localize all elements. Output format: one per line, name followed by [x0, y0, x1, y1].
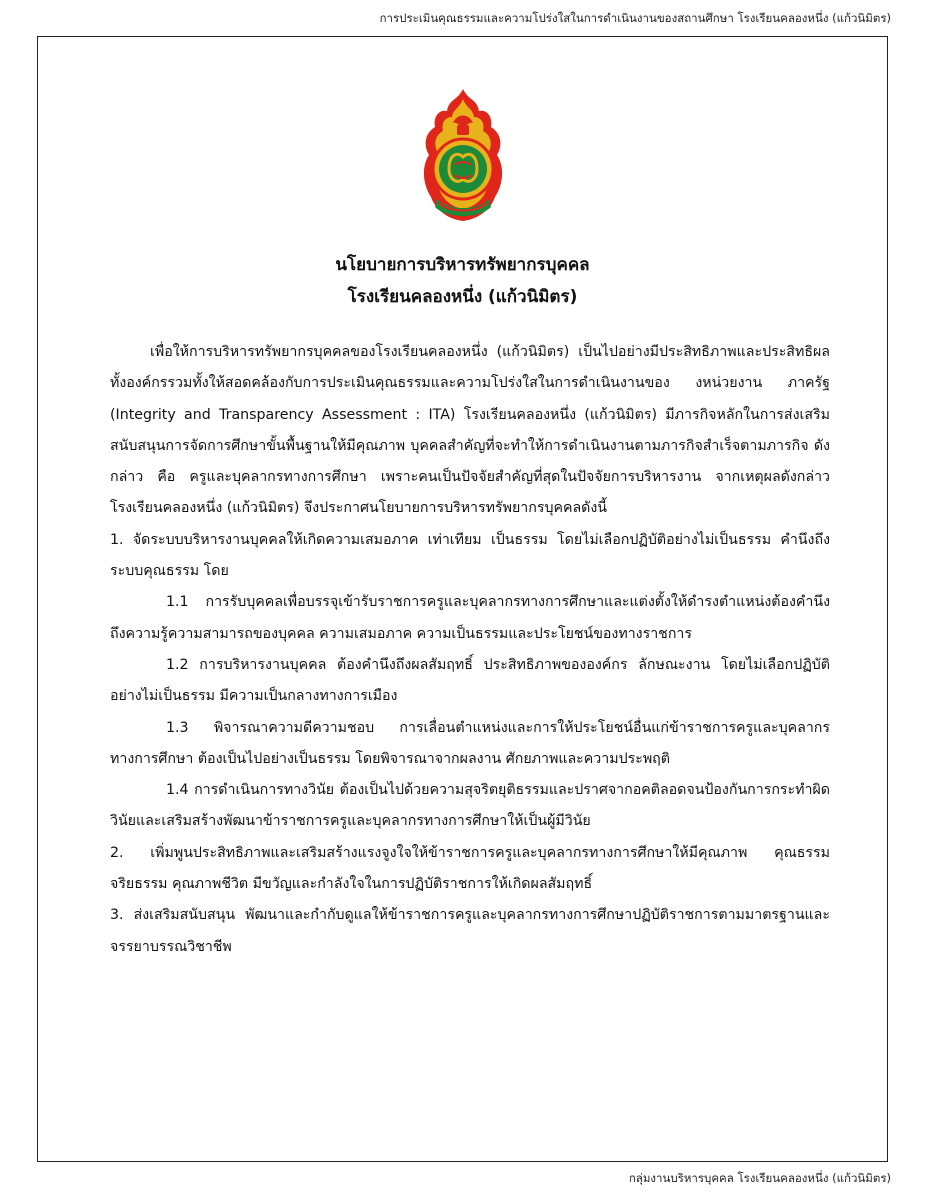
- policy-item-1-2: 1.2 การบริหารงานบุคคล ต้องคำนึงถึงผลสัมฤทธิ์ ประสิทธิภาพขององค์กร ลักษณะงาน โดยไม่เลือกปฏิบัติอย่างไม่เป็นธรรม มีความเป็นกลางทางการเมือง: [110, 656, 830, 705]
- title-line-2: โรงเรียนคลองหนึ่ง (แก้วนิมิตร): [347, 287, 578, 307]
- policy-item-2: 2. เพิ่มพูนประสิทธิภาพและเสริมสร้างแรงจูงใจให้ข้าราชการครูและบุคลากรทางการศึกษาให้มีคุณภาพ คุณธรรมจริยธรรม คุณภาพชีวิต มีขวัญและกำลังใจในการปฏิบัติราชการให้เกิดผลสัมฤทธิ์: [110, 844, 830, 893]
- policy-item-1-4: 1.4 การดำเนินการทางวินัย ต้องเป็นไปด้วยความสุจริตยุติธรรมและปราศจากอคติลอดจนป้องกันการกระทำผิดวินัยและเสริมสร้างพัฒนาข้าราชการครูและบุคลากรทางการศึกษาให้เป็นผู้มีวินัย: [110, 782, 830, 830]
- policy-item-1: 1. จัดระบบบริหารงานบุคคลให้เกิดความเสมอภาค เท่าเทียม เป็นธรรม โดยไม่เลือกปฏิบัติอย่างไม่เป็นธรรม คำนึงถึงระบบคุณธรรม โดย: [110, 531, 830, 580]
- policy-item-1-3: 1.3 พิจารณาความดีความชอบ การเลื่อนตำแหน่งและการให้ประโยชน์อื่นแก่ข้าราชการครูและบุคลากรทางการศึกษา ต้องเป็นไปอย่างเป็นธรรม โดยพิจารณาจากผลงาน ศักยภาพและความประพฤติ: [110, 719, 830, 767]
- document-body: [110, 337, 830, 963]
- page-frame: [37, 36, 888, 1162]
- policy-item-3: 3. ส่งเสริมสนับสนุน พัฒนาและกำกับดูแลให้ข้าราชการครูและบุคลากรทางการศึกษาปฏิบัติราชการตามมาตรฐานและจรรยาบรรณวิชาชีพ: [110, 907, 830, 955]
- running-footer: กลุ่มงานบริหารบุคคล โรงเรียนคลองหนึ่ง (แก้วนิมิตร): [628, 1171, 891, 1185]
- intro-paragraph: เพื่อให้การบริหารทรัพยากรบุคคลของโรงเรียนคลองหนึ่ง (แก้วนิมิตร) เป็นไปอย่างมีประสิทธิภาพและประสิทธิผลทั้งองค์กรรวมทั้งให้สอดคล้องกับการประเมินคุณธรรมและความโปร่งใสในการดำเนินงานของ งหน่วยงาน ภาครัฐ (Integrity and Transparency Assessment : ITA) โรงเรียนคลองหนึ่ง (แก้วนิมิตร) มีภารกิจหลักในการส่งเสริมสนับสนุนการจัดการศึกษาขั้นพื้นฐานให้มีคุณภาพ บุคคลสำคัญที่จะทำให้การดำเนินงานตามภารกิจสำเร็จตามภารกิจ ดังกล่าว คือ ครูและบุคลากรทางการศึกษา เพราะคนเป็นปัจจัยสำคัญที่สุดในปัจจัยการบริหารงาน จากเหตุผลดังกล่าว โรงเรียนคลองหนึ่ง (แก้วนิมิตร) จึงประกาศนโยบายการบริหารทรัพยากรบุคคลดังนี้: [110, 344, 830, 517]
- school-emblem-icon: [421, 87, 505, 257]
- document-title: [38, 249, 887, 313]
- title-line-1: นโยบายการบริหารทรัพยากรบุคคล: [335, 255, 590, 275]
- running-header: การประเมินคุณธรรมและความโปร่งใสในการดำเนินงานของสถานศึกษา โรงเรียนคลองหนึ่ง (แก้วนิมิตร): [379, 11, 891, 25]
- policy-item-1-1: 1.1 การรับบุคคลเพื่อบรรจุเข้ารับราชการครูและบุคลากรทางการศึกษาและแต่งตั้งให้ดำรงตำแหน่งต้องคำนึงถึงความรู้ความสามารถของบุคคล ความเสมอภาค ความเป็นธรรมและประโยชน์ของทางราชการ: [110, 594, 830, 642]
